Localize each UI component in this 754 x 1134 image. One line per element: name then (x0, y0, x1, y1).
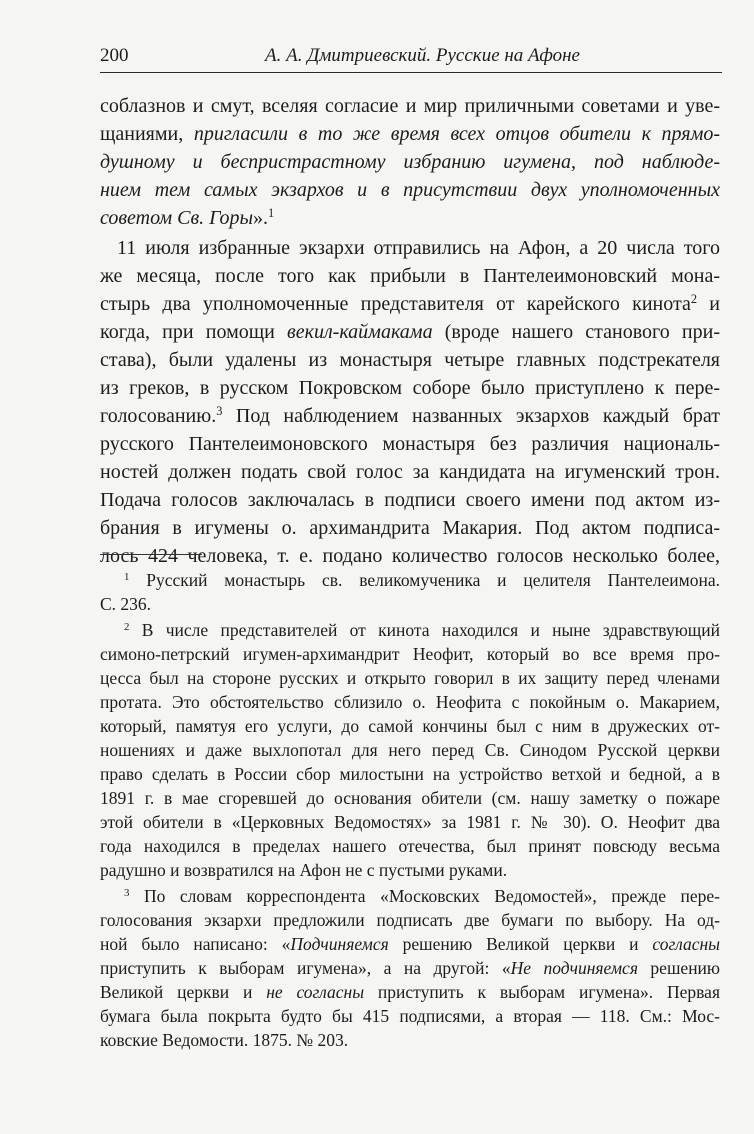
text-line: 1891 г. в мае сгоревшей до основания обители (см. нашу заметку о пожаре (100, 788, 720, 808)
text-line: ной было написано: «Подчиняемся решению Великой церкви и согласны (100, 934, 720, 954)
text-line: же месяца, после того как прибыли в Пантелеимоновский мона- (100, 265, 720, 287)
text-line: душному и беспристрастному избранию игумена, под наблюде- (100, 151, 720, 173)
text-line: ношениях и даже выхлопотал для него перед Св. Синодом Русской церкви (100, 740, 720, 760)
text-line: года находился в пределах нашего отечества, был принят повсюду весьма (100, 836, 720, 856)
running-head (100, 40, 720, 74)
footnote-3: $^3$ По словам корреспондента «Московских Ведомостей», прежде пере- (124, 886, 720, 906)
footnote-ref: 1 (268, 206, 275, 221)
text-line: Великой церкви и не согласны приступить к выборам игумена». Первая (100, 982, 720, 1002)
text-line: приступить к выборам игумена», а на другой: «Не подчиняемся решению (100, 958, 720, 978)
text-line: С. 236. (100, 594, 152, 614)
text-line: советом Св. Горы».$^1$ (100, 206, 275, 229)
text-line: из греков, в русском Покровском соборе было приступлено к пере- (100, 377, 720, 399)
text-line: соблазнов и смут, вселяя согласие и мир приличными советами и уве- (100, 95, 720, 117)
text-line: лось 424 человека, т. е. подано количество голосов несколько более, (100, 545, 720, 567)
footnote-1: $^1$ Русский монастырь св. великомученика и целителя Пантелеимона. (124, 570, 720, 590)
text-line: цесса был на стороне русских и открыто говорил в их защиту перед членами (100, 668, 720, 688)
text-line: брания в игумены о. архимандрита Макария. Под актом подписа- (100, 517, 720, 539)
italic-term: векил-каймакама (287, 321, 433, 343)
text-line: голосованию.$^3$ Под наблюдением названных экзархов каждый брат (100, 404, 720, 427)
text-line: става), были удалены из монастыря четыре главных подстрекателя (100, 349, 720, 371)
header-rule (100, 72, 722, 73)
text-line: радушно и возвратился на Афон не с пустыми руками. (100, 860, 508, 880)
text-line: ковские Ведомости. 1875. № 203. (100, 1030, 349, 1050)
text-line: голосования экзархи предложили подписать две бумаги по выбору. На од- (100, 910, 720, 930)
text-line: нием тем самых экзархов и в присутствии двух уполномоченных (100, 179, 720, 201)
text-line: стырь два уполномоченные представителя от карейского кинота$^2$ и (100, 292, 720, 315)
text-line: этой обители в «Церковных Ведомостях» за 1981 г. № 30). О. Неофит два (100, 812, 720, 832)
text-line: 11 июля избранные экзархи отправились на Афон, а 20 числа того (117, 237, 720, 259)
italic-phrase: пригласили в то же время всех отцов обители к прямо- (193, 123, 720, 145)
text-line: когда, при помощи векил-каймакама (вроде нашего станового при- (100, 321, 720, 343)
text-line: право сделать в России сбор милостыни на устройство ветхой и бедной, а в (100, 764, 720, 784)
text-line: симоно-петрский игумен-архимандрит Неофит, который во все время про- (100, 644, 720, 664)
footnote-ref: 2 (690, 292, 698, 307)
text-line: щаниями, пригласили в то же время всех отцов обители к прямо- (100, 123, 720, 145)
text-line: который, памятуя его услуги, до самой кончины был с ним в дружеских от- (100, 716, 720, 736)
text-line: ностей должен подать свой голос за кандидата на игуменский трон. (100, 461, 720, 483)
text-line: русского Пантелеимоновского монастыря без различия националь- (100, 433, 720, 455)
footnote-ref: 3 (216, 404, 223, 419)
running-title: А. А. Дмитриевский. Русские на Афоне (265, 45, 580, 66)
page-number: 200 (100, 45, 129, 66)
footnote-2: $^2$ В числе представителей от кинота находился и ныне здравствующий (124, 620, 720, 640)
footnote-rule (100, 554, 202, 555)
text-line: протата. Это обстоятельство сблизило о. Неофита с покойным о. Макарием, (100, 692, 720, 712)
text-line: бумага была покрыта будто бы 415 подписями, а вторая — 118. См.: Мос- (100, 1006, 720, 1026)
text-line: Подача голосов заключалась в подписи своего имени под актом из- (100, 489, 720, 511)
